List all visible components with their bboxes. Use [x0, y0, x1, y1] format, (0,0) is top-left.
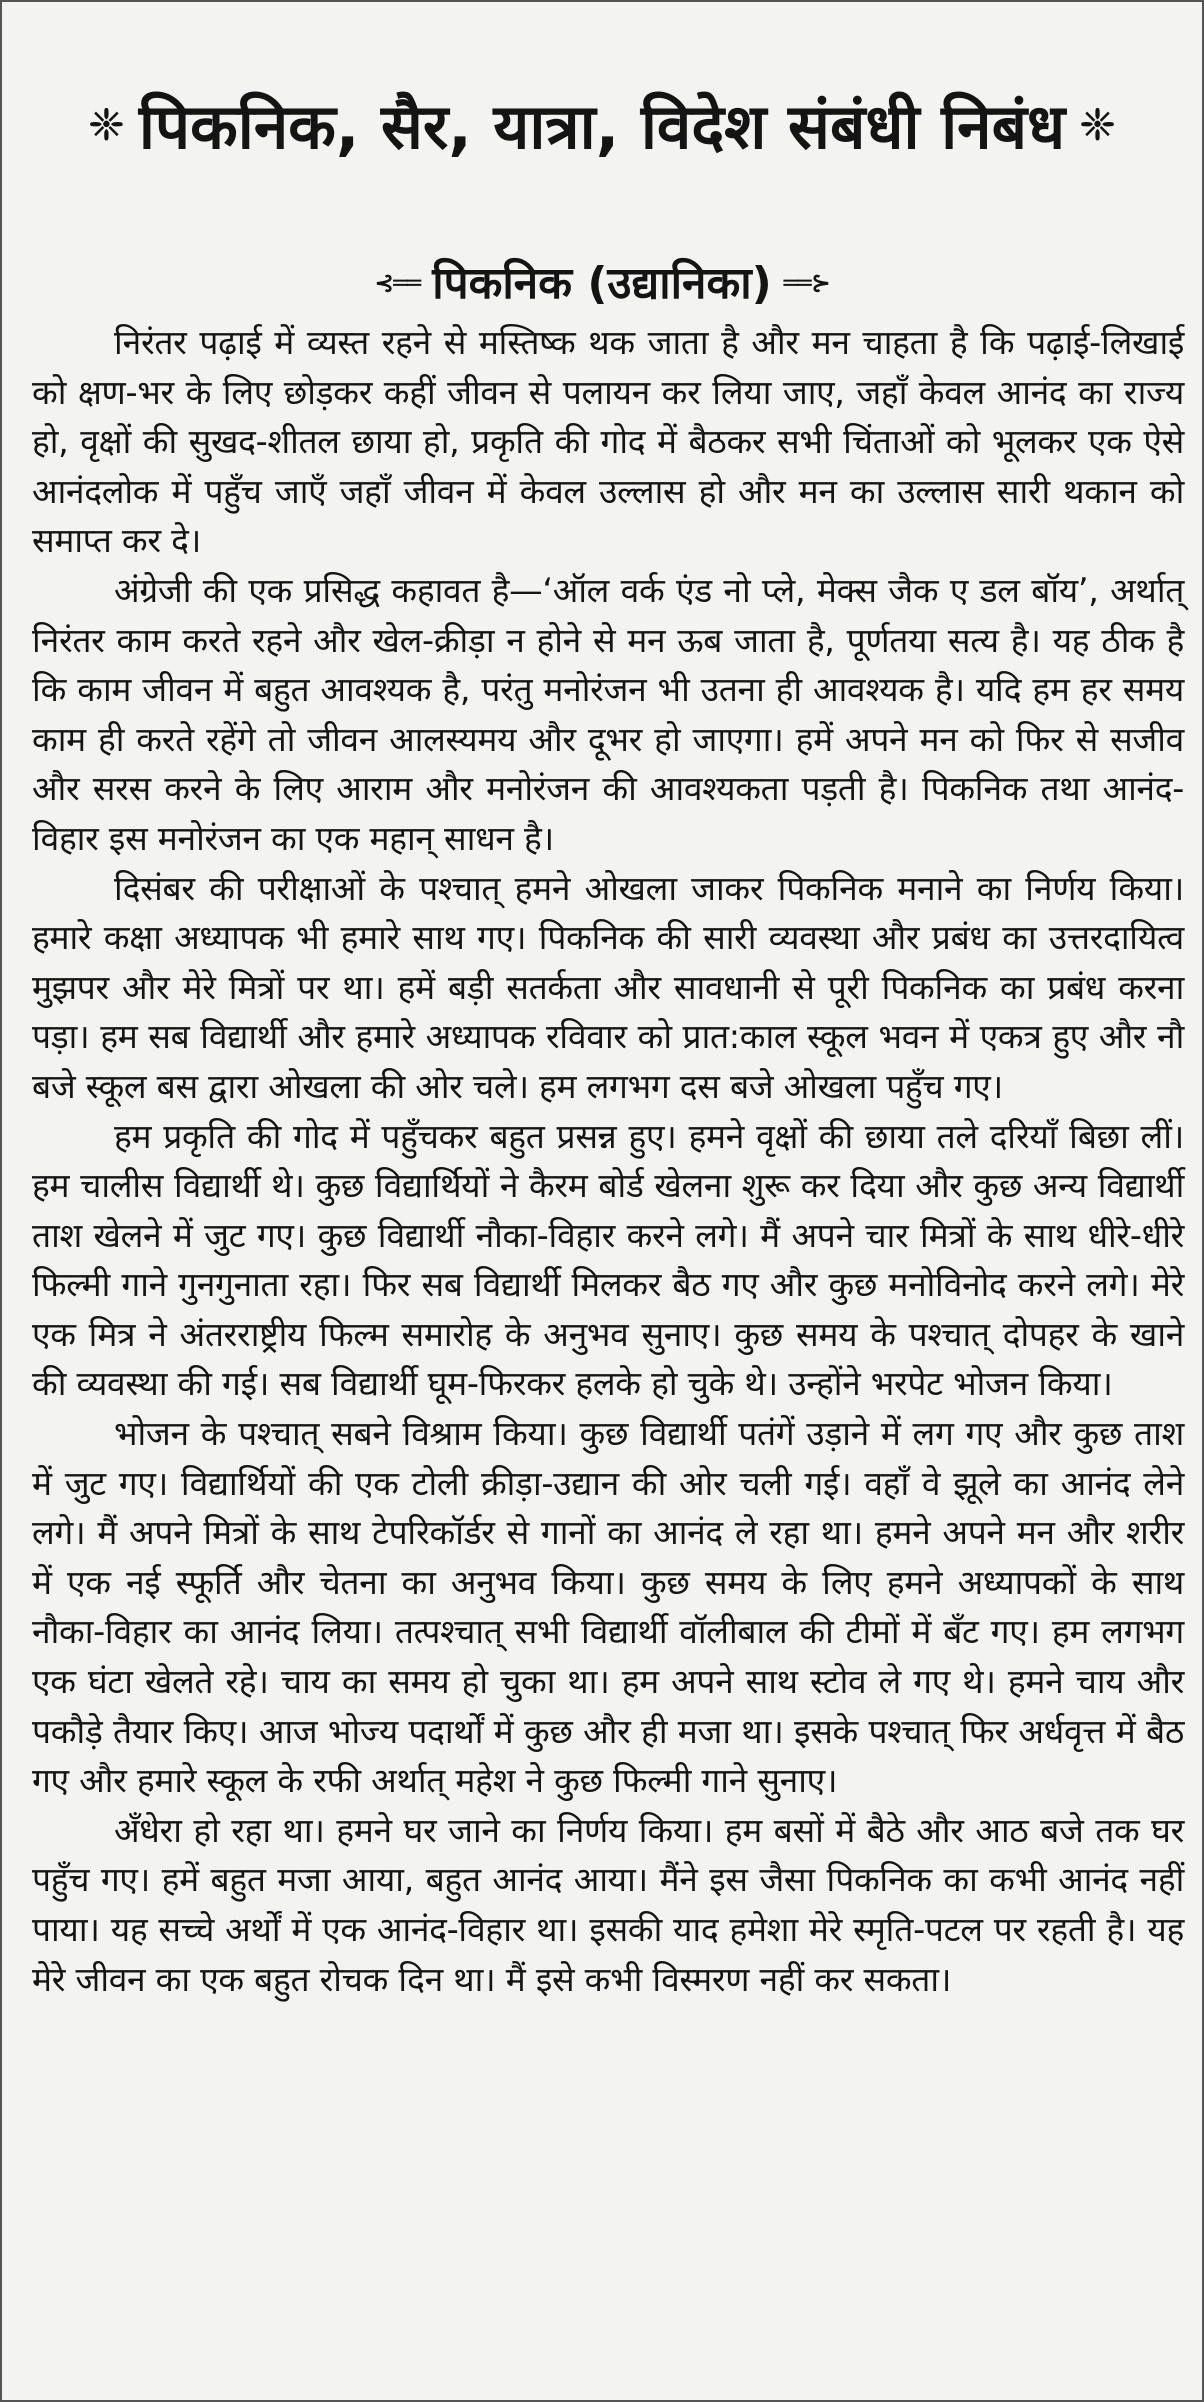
page-title [2, 82, 1202, 176]
paragraph-3: दिसंबर की परीक्षाओं के पश्चात् हमने ओखला जाकर पिकनिक मनाने का निर्णय किया। हमारे कक्षा अध्यापक भी हमारे साथ गए। पिकनिक की सारी व्यवस्था और प्रबंध का उत्तरदायित्व मुझपर और मेरे मित्रों पर था। हमें बड़ी सतर्कता और सावधानी से पूरी पिकनिक का प्रबंध करना पड़ा। हम सब विद्यार्थी और हमारे अध्यापक रविवार को प्रात:काल स्कूल भवन में एकत्र हुए और नौ बजे स्कूल बस द्वारा ओखला की ओर चले। हम लगभग दस बजे ओखला पहुँच गए। [32, 868, 1184, 1106]
heading-flourish-right-icon: ══⊱ [783, 268, 830, 297]
page-title-text: पिकनिक, सैर, यात्रा, विदेश संबंधी निबंध [138, 89, 1066, 163]
paragraph-6: अँधेरा हो रहा था। हमने घर जाने का निर्णय किया। हम बसों में बैठे और आठ बजे तक घर पहुँच गए। हमें बहुत मजा आया, बहुत आनंद आया। मैंने इस जैसा पिकनिक का कभी आनंद नहीं पाया। यह सच्चे अर्थों में एक आनंद-विहार था। इसकी याद हमेशा मेरे स्मृति-पटल पर रहती है। यह मेरे जीवन का एक बहुत रोचक दिन था। मैं इसे कभी विस्मरण नहीं कर सकता। [32, 1810, 1184, 1999]
section-heading-text: पिकनिक (उद्यानिका) [432, 257, 772, 309]
essay-body [32, 318, 1184, 2004]
heading-flourish-left-icon: ⊰══ [374, 268, 421, 297]
ornament-right-icon: ❈ [1079, 100, 1116, 152]
paragraph-1: निरंतर पढ़ाई में व्यस्त रहने से मस्तिष्क थक जाता है और मन चाहता है कि पढ़ाई-लिखाई को क्षण-भर के लिए छोड़कर कहीं जीवन से पलायन कर लिया जाए, जहाँ केवल आनंद का राज्य हो, वृक्षों की सुखद-शीतल छाया हो, प्रकृति की गोद में बैठकर सभी चिंताओं को भूलकर एक ऐसे आनंदलोक में पहुँच जाएँ जहाँ जीवन में केवल उल्लास हो और मन का उल्लास सारी थकान को समाप्त कर दे। [32, 323, 1184, 561]
ornament-left-icon: ❈ [88, 100, 125, 152]
paragraph-5: भोजन के पश्चात् सबने विश्राम किया। कुछ विद्यार्थी पतंगें उड़ाने में लग गए और कुछ ताश में जुट गए। विद्यार्थियों की एक टोली क्रीड़ा-उद्यान की ओर चली गई। वहाँ वे झूले का आनंद लेने लगे। मैं अपने मित्रों के साथ टेपरिकॉर्डर से गानों का आनंद ले रहा था। हमने अपने मन और शरीर में एक नई स्फूर्ति और चेतना का अनुभव किया। कुछ समय के लिए हमने अध्यापकों के साथ नौका-विहार का आनंद लिया। तत्पश्चात् सभी विद्यार्थी वॉलीबाल की टीमों में बँट गए। हम लगभग एक घंटा खेलते रहे। चाय का समय हो चुका था। हम अपने साथ स्टोव ले गए थे। हमने चाय और पकौड़े तैयार किए। आज भोज्य पदार्थों में कुछ और ही मजा था। इसके पश्चात् फिर अर्धवृत्त में बैठ गए और हमारे स्कूल के रफी अर्थात् महेश ने कुछ फिल्मी गाने सुनाए। [32, 1414, 1185, 1801]
paragraph-2: अंग्रेजी की एक प्रसिद्ध कहावत है—‘ऑल वर्क एंड नो प्ले, मेक्स जैक ए डल बॉय’, अर्थात् निरंतर काम करते रहने और खेल-क्रीड़ा न होने से मन ऊब जाता है, पूर्णतया सत्य है। यह ठीक है कि काम जीवन में बहुत आवश्यक है, परंतु मनोरंजन भी उतना ही आवश्यक है। यदि हम हर समय काम ही करते रहेंगे तो जीवन आलस्यमय और दूभर हो जाएगा। हमें अपने मन को फिर से सजीव और सरस करने के लिए आराम और मनोरंजन की आवश्यकता पड़ती है। पिकनिक तथा आनंद-विहार इस मनोरंजन का एक महान् साधन है। [32, 570, 1184, 858]
paragraph-4: हम प्रकृति की गोद में पहुँचकर बहुत प्रसन्न हुए। हमने वृक्षों की छाया तले दरियाँ बिछा लीं। हम चालीस विद्यार्थी थे। कुछ विद्यार्थियों ने कैरम बोर्ड खेलना शुरू कर दिया और कुछ अन्य विद्यार्थी ताश खेलने में जुट गए। कुछ विद्यार्थी नौका-विहार करने लगे। मैं अपने चार मित्रों के साथ धीरे-धीरे फिल्मी गाने गुनगुनाता रहा। फिर सब विद्यार्थी मिलकर बैठ गए और कुछ मनोविनोद करने लगे। मेरे एक मित्र ने अंतरराष्ट्रीय फिल्म समारोह के अनुभव सुनाए। कुछ समय के पश्चात् दोपहर के खाने की व्यवस्था की गई। सब विद्यार्थी घूम-फिरकर हलके हो चुके थे। उन्होंने भरपेट भोजन किया। [32, 1116, 1184, 1404]
section-heading [2, 249, 1202, 321]
